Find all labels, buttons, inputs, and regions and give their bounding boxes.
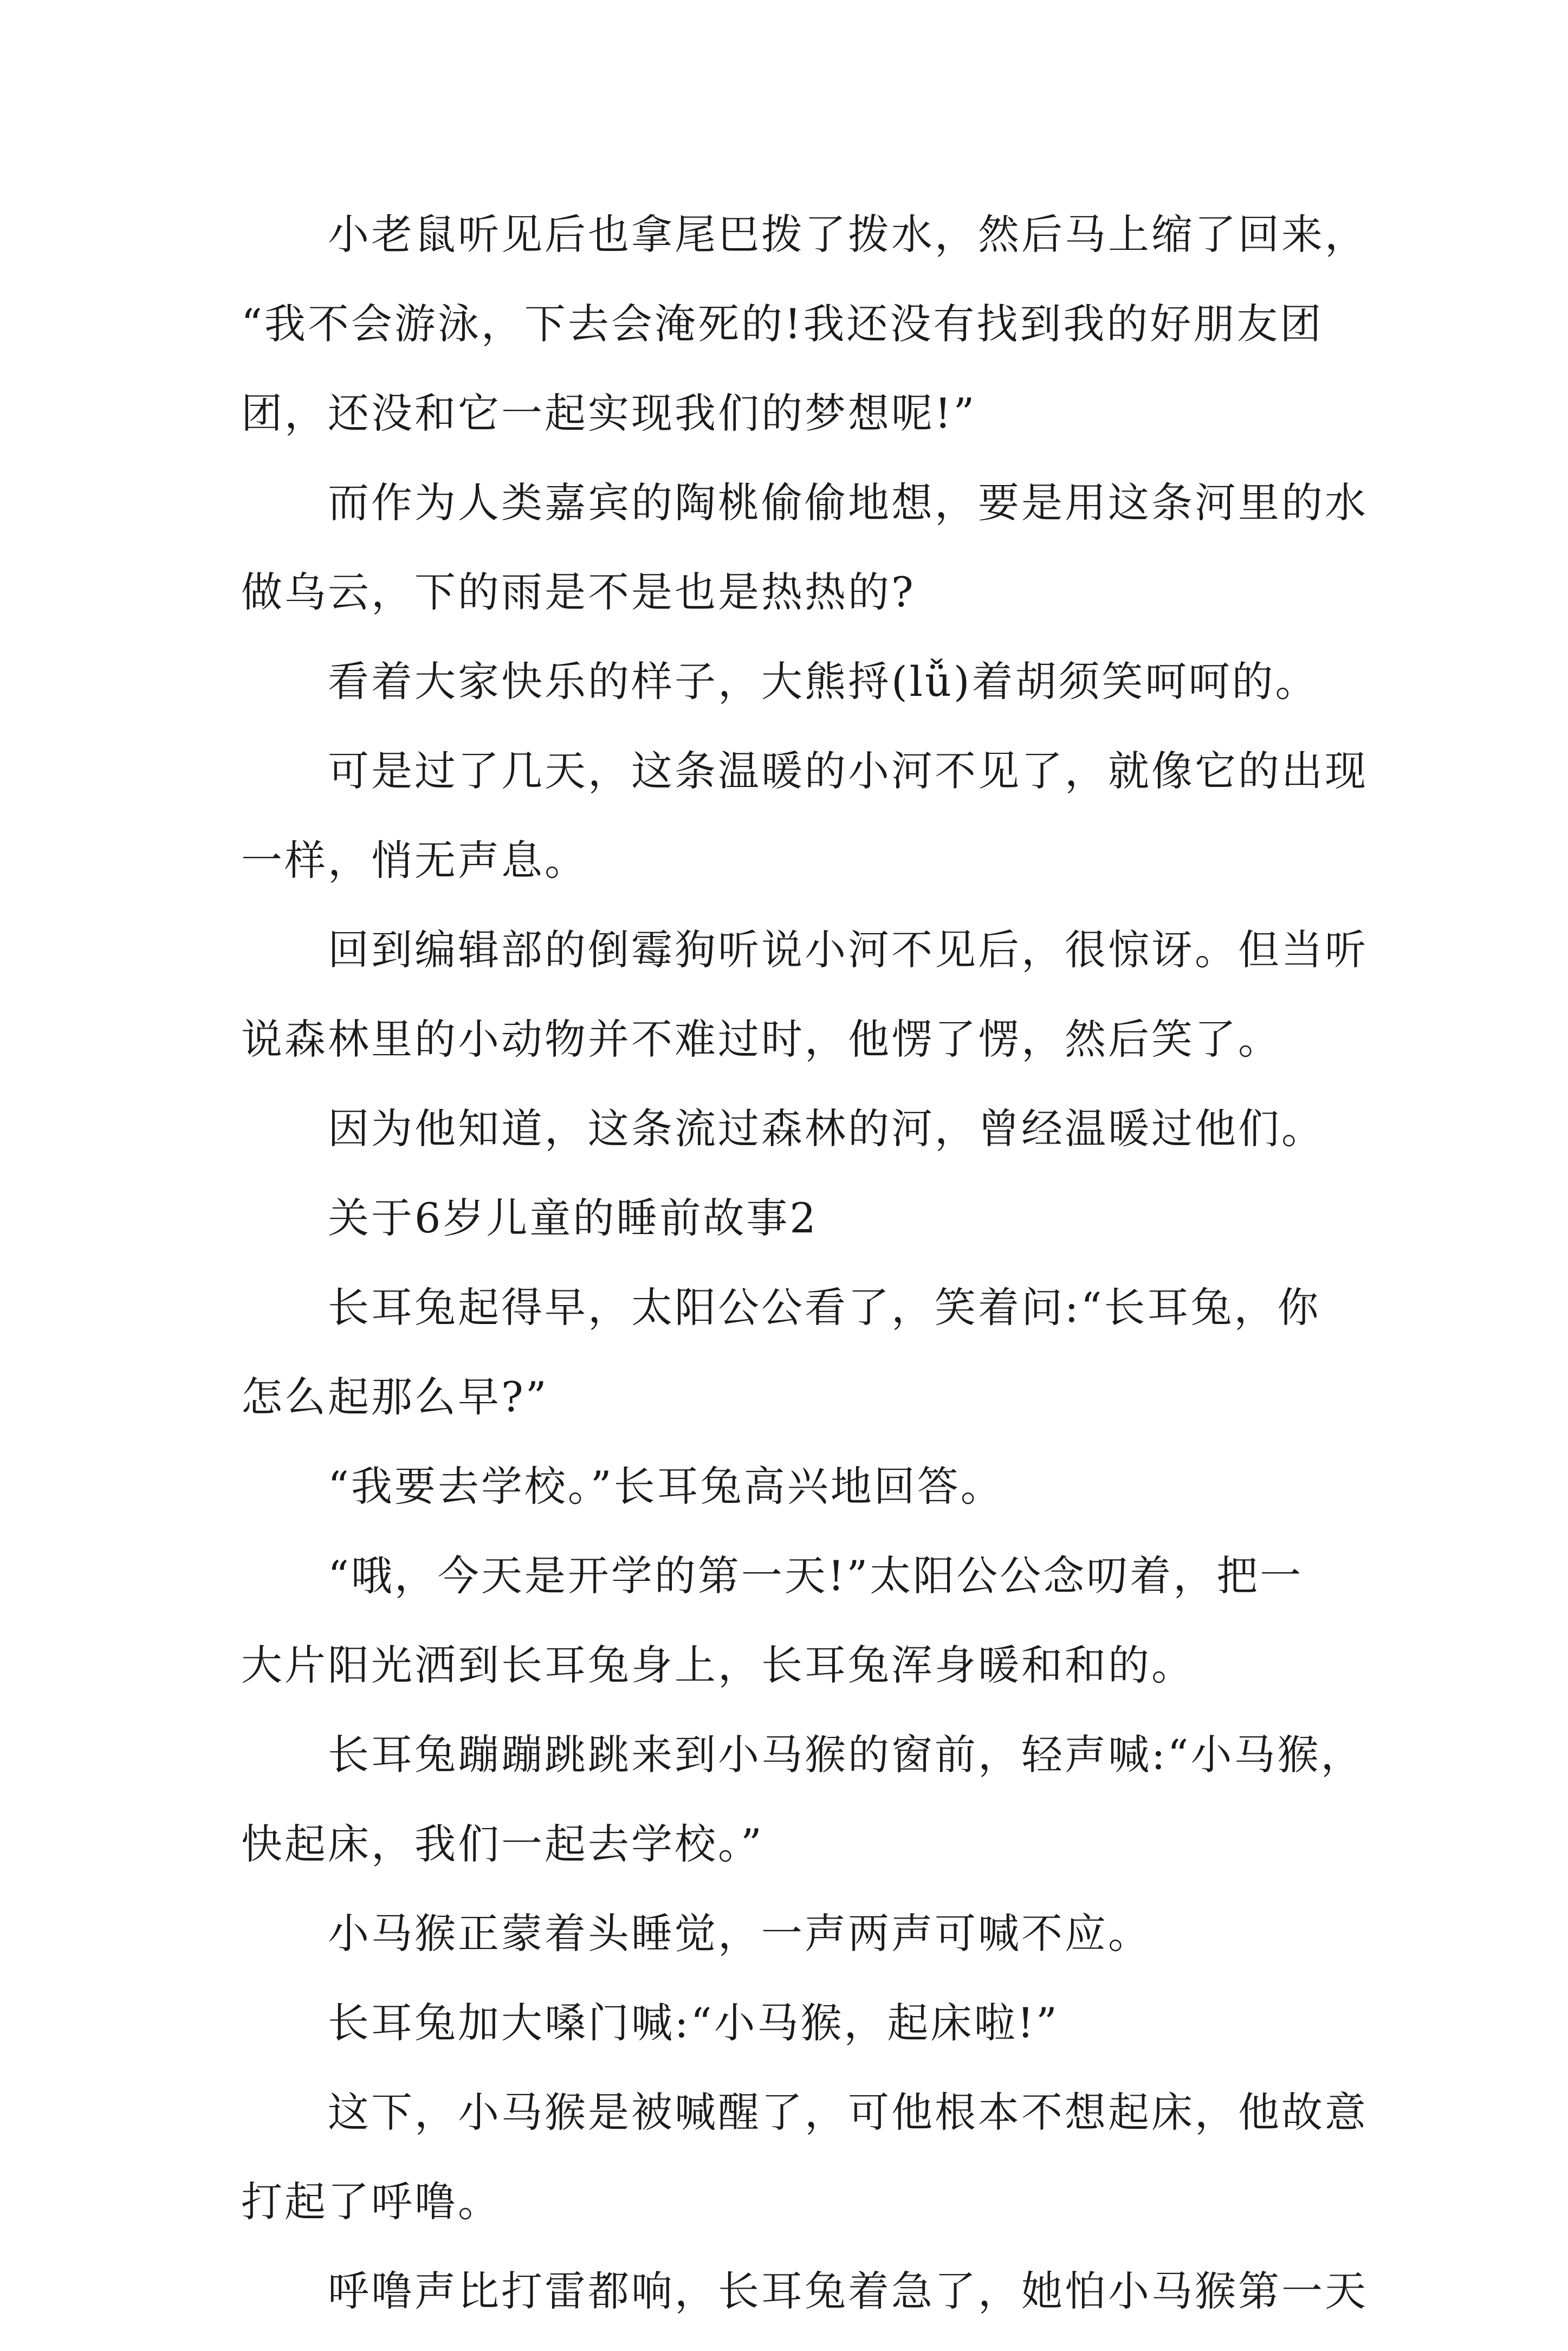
document-body — [241, 205, 1368, 2351]
text-line: “我要去学校。”长耳兔高兴地回答。 — [328, 1462, 1004, 1510]
text-line: 可是过了几天，这条温暖的小河不见了，就像它的出现 — [328, 747, 1368, 795]
text-line: “我不会游泳，下去会淹死的!我还没有找到我的好朋友团 — [241, 300, 1324, 348]
text-line: 长耳兔加大嗓门喊:“小马猴，起床啦!” — [328, 1999, 1059, 2047]
text-line: 怎么起那么早?” — [241, 1373, 549, 1421]
text-line: 因为他知道，这条流过森林的河，曾经温暖过他们。 — [328, 1105, 1325, 1153]
text-line: 小老鼠听见后也拿尾巴拨了拨水，然后马上缩了回来， — [328, 210, 1368, 259]
text-line: 大片阳光洒到长耳兔身上，长耳兔浑身暖和和的。 — [241, 1641, 1195, 1689]
text-line: 回到编辑部的倒霉狗听说小河不见后，很惊讶。但当听 — [328, 926, 1368, 974]
section-heading: 关于6岁儿童的睡前故事2 — [328, 1194, 818, 1242]
text-line: “哦，今天是开学的第一天!”太阳公公念叨着，把一 — [328, 1552, 1304, 1600]
text-line: 这下，小马猴是被喊醒了，可他根本不想起床，他故意 — [328, 2088, 1368, 2136]
text-line: 团，还没和它一起实现我们的梦想呢!” — [241, 389, 977, 437]
text-line: 打起了呼噜。 — [241, 2178, 501, 2226]
text-line: 说森林里的小动物并不难过时，他愣了愣，然后笑了。 — [241, 1015, 1281, 1063]
text-line: 长耳兔蹦蹦跳跳来到小马猴的窗前，轻声喊:“小马猴， — [328, 1730, 1364, 1779]
text-line: 而作为人类嘉宾的陶桃偷偷地想，要是用这条河里的水 — [328, 479, 1368, 527]
text-line: 看着大家快乐的样子，大熊捋(lǚ)着胡须笑呵呵的。 — [328, 657, 1319, 706]
text-line: 做乌云，下的雨是不是也是热热的? — [241, 568, 916, 616]
text-line: 小马猴正蒙着头睡觉，一声两声可喊不应。 — [328, 1909, 1151, 1958]
text-line: 呼噜声比打雷都响，长耳兔着急了，她怕小马猴第一天 — [328, 2267, 1368, 2315]
text-line: 一样，悄无声息。 — [241, 836, 588, 884]
text-line: 快起床，我们一起去学校。” — [241, 1820, 764, 1868]
text-line: 长耳兔起得早，太阳公公看了，笑着问:“长耳兔，你 — [328, 1283, 1321, 1332]
